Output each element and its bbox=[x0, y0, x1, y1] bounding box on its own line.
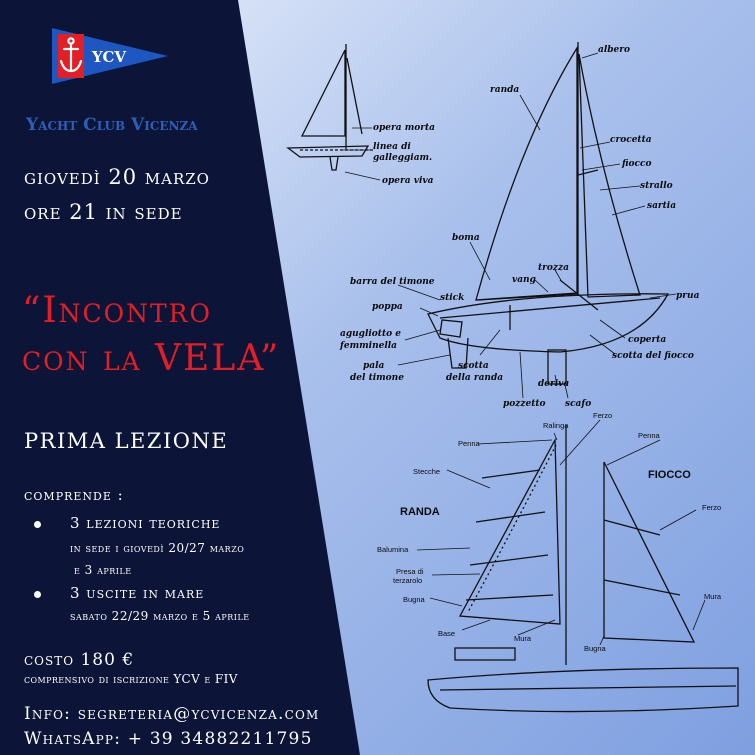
contact-email: Info: segreteria@ycvicenza.com bbox=[24, 704, 320, 724]
label-poppa: poppa bbox=[372, 302, 403, 312]
label-agugliotto-1: agugliotto e bbox=[340, 329, 401, 339]
cost-note: comprensivo di iscrizione YCV e FIV bbox=[24, 672, 238, 686]
label-mura-mid: Mura bbox=[514, 634, 532, 643]
label-scotta-fiocco: scotta del fiocco bbox=[612, 351, 694, 361]
label-scotta-randa-2: della randa bbox=[446, 373, 504, 383]
event-title-line1: “Incontro bbox=[22, 290, 212, 331]
label-linea-galleggiamento-2: galleggiam. bbox=[373, 153, 433, 163]
label-presa-1: Presa di bbox=[396, 567, 424, 576]
label-fiocco-bottom: FIOCCO bbox=[648, 469, 691, 481]
label-linea-galleggiamento-1: linea di bbox=[373, 142, 411, 152]
label-fiocco-top: fiocco bbox=[622, 159, 652, 169]
label-ralinga: Ralinga bbox=[543, 421, 569, 430]
label-opera-morta: opera morta bbox=[373, 123, 435, 133]
label-prua: prua bbox=[676, 291, 700, 301]
label-pozzetto: pozzetto bbox=[503, 399, 546, 409]
label-base: Base bbox=[438, 629, 456, 638]
label-albero: albero bbox=[598, 45, 631, 55]
item-sub2: e 3 aprile bbox=[74, 563, 132, 577]
contact-whatsapp: WhatsApp: + 39 34882211795 bbox=[24, 729, 313, 749]
label-crocetta: crocetta bbox=[610, 135, 652, 145]
item-sub1: in sede i giovedì 20/27 marzo bbox=[70, 541, 245, 555]
label-opera-viva: opera viva bbox=[382, 176, 434, 186]
label-ferzo-top: Ferzo bbox=[593, 411, 613, 420]
label-presa-2: terzarolo bbox=[393, 576, 423, 585]
label-pala-2: del timone bbox=[350, 373, 404, 383]
label-ferzo-right: Ferzo bbox=[702, 503, 722, 512]
bullet-icon bbox=[34, 591, 41, 598]
item-main: 3 uscite in mare bbox=[70, 584, 205, 602]
includes-label: comprende : bbox=[24, 486, 124, 504]
label-trozza: trozza bbox=[538, 263, 569, 273]
cost-price: costo 180 € bbox=[24, 650, 135, 670]
label-barra-timone: barra del timone bbox=[350, 277, 435, 287]
label-penna-left: Penna bbox=[458, 439, 480, 448]
item-main: 3 lezioni teoriche bbox=[70, 514, 221, 532]
label-agugliotto-2: femminella bbox=[340, 341, 398, 351]
label-deriva: deriva bbox=[538, 379, 570, 389]
label-strallo: strallo bbox=[640, 181, 673, 191]
item-sub1: sabato 22/29 marzo e 5 aprile bbox=[70, 609, 250, 623]
label-coperta: coperta bbox=[628, 335, 667, 345]
label-scafo: scafo bbox=[565, 399, 592, 409]
label-mura-right: Mura bbox=[704, 592, 722, 601]
event-date: giovedì 20 marzo bbox=[24, 165, 210, 189]
label-scotta-randa-1: scotta bbox=[458, 361, 489, 371]
label-stecche: Stecche bbox=[413, 467, 441, 476]
label-vang: vang bbox=[512, 275, 536, 285]
event-title-line2: con la VELA” bbox=[22, 338, 281, 379]
club-name: Yacht Club Vicenza bbox=[26, 115, 198, 135]
logo-flag-text: YCV bbox=[92, 48, 127, 66]
label-bugna-bottom: Bugna bbox=[584, 644, 606, 653]
label-pala-1: pala bbox=[363, 361, 385, 371]
label-bugna-left: Bugna bbox=[403, 595, 425, 604]
ycv-burgee-logo bbox=[52, 28, 172, 92]
label-stick: stick bbox=[440, 293, 465, 303]
label-boma: boma bbox=[452, 233, 480, 243]
label-balumina: Balumina bbox=[377, 545, 409, 554]
event-time-place: ore 21 in sede bbox=[24, 200, 183, 224]
bullet-icon bbox=[34, 521, 41, 528]
label-randa-top: randa bbox=[490, 85, 520, 95]
lesson-heading: PRIMA LEZIONE bbox=[24, 429, 229, 453]
label-penna-right: Penna bbox=[638, 431, 660, 440]
label-sartia: sartia bbox=[647, 201, 677, 211]
label-randa-bottom: RANDA bbox=[400, 506, 440, 518]
